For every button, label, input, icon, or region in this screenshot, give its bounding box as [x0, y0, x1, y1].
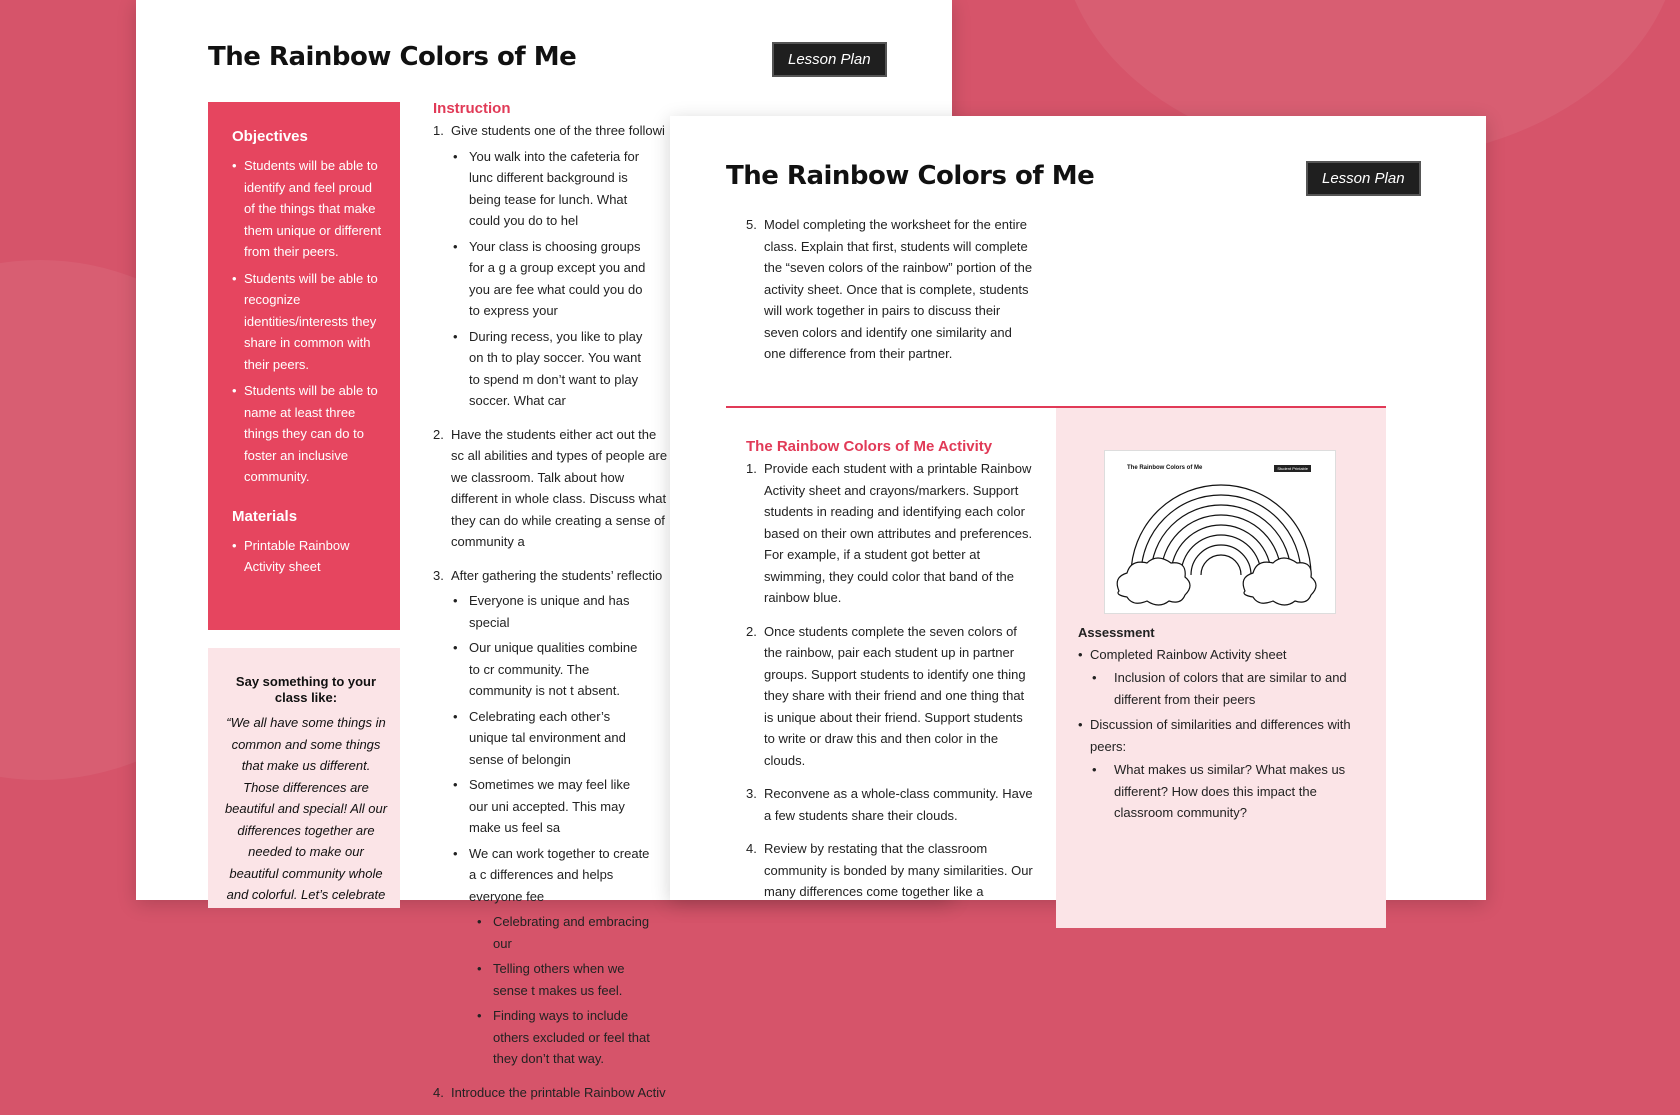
step-text: Reconvene as a whole-class community. Have a few students share their clouds.: [764, 786, 1033, 823]
rainbow-illustration: [1105, 451, 1337, 615]
materials-heading: Materials: [232, 507, 298, 525]
sub-item-text: We can work together to create a c differences and helps everyone fee: [469, 845, 650, 904]
step-text: Give students one of the three followi: [451, 123, 665, 138]
thumbnail-badge: Student Printable: [1274, 465, 1311, 472]
sub-item: • Everyone is unique and has special: [451, 590, 651, 633]
sub-sub-item: • Telling others when we sense t makes us feel.: [475, 958, 653, 1001]
step-text: Once students complete the seven colors of the rainbow, pair each student up in partner groups. Support students to identify one thing they share with their friend and one thing that is unique about their friend. Support students to write or draw this and then color in the clouds.: [764, 623, 1026, 768]
step-number: 3.: [746, 786, 757, 801]
objectives-sidebar: [208, 102, 400, 630]
thumbnail-title: The Rainbow Colors of Me: [1127, 465, 1203, 471]
worksheet-thumbnail: [1104, 450, 1336, 614]
activity-heading: The Rainbow Colors of Me Activity: [746, 438, 993, 455]
assessment-heading: Assessment: [1078, 625, 1155, 640]
assessment-item-text: Completed Rainbow Activity sheet: [1090, 646, 1287, 662]
assessment-panel: [1056, 408, 1386, 928]
step-number: 1.: [433, 123, 444, 138]
step-number: 4.: [433, 1084, 444, 1100]
sub-sub-item: • Finding ways to include others excluded or feel that they don’t that way.: [475, 1005, 653, 1070]
step-number: 2.: [746, 623, 757, 639]
assessment-sublist: [1090, 759, 1368, 824]
sub-item: • Celebrating each other’s unique tal environment and sense of belongin: [451, 706, 651, 771]
say-heading: Say something to your class like:: [235, 674, 377, 705]
sub-item: [451, 843, 651, 1070]
objective-item: • Students will be able to recognize identities/interests they share in common with their peers.: [232, 268, 386, 376]
objectives-heading: Objectives: [232, 128, 308, 145]
assessment-list: [1078, 644, 1368, 824]
lesson-plan-badge: Lesson Plan: [772, 42, 887, 77]
step-text: Introduce the printable Rainbow Activ: [451, 1084, 666, 1100]
assessment-section: [1078, 622, 1368, 828]
sub-item: • Your class is choosing groups for a g a group except you and you are fee what could you do to express your: [451, 236, 651, 322]
step-number: 2.: [433, 426, 444, 442]
lesson-plan-page-2: [670, 116, 1486, 900]
step-text: Have the students either act out the sc all abilities and types of people are we classroom. Talk about how different in whole class. Discuss what they can do while creating a sense of community a: [451, 426, 668, 549]
sub-item: • You walk into the cafeteria for lunc different background is being tease for lunch. What could you do to hel: [451, 146, 651, 232]
instruction-step: [433, 1082, 933, 1104]
step-5-list: [746, 214, 1036, 377]
activity-step: [746, 621, 1036, 772]
step-text: Review by restating that the classroom community is bonded by many similarities. Our many differences come together like a: [764, 841, 1033, 899]
step-text: Model completing the worksheet for the entire class. Explain that first, students will complete the “seven colors of the rainbow” portion of the activity sheet. Once that is complete, students will work together in pairs to discuss their seven colors and identify one similarity and one difference from their partner.: [764, 217, 1033, 361]
materials-list: [232, 535, 386, 578]
lesson-plan-badge: Lesson Plan: [1306, 161, 1421, 196]
say-quote: “We all have some things in common and some things that make us different. Those differences are beautiful and special! All our differences together are needed to make our beautiful community whole and colorful. Let’s celebrate: [224, 715, 388, 902]
instruction-step: [746, 214, 1036, 365]
activity-list: [746, 458, 1036, 915]
sub-sublist: [475, 911, 651, 1070]
material-item: • Printable Rainbow Activity sheet: [232, 535, 386, 578]
sub-sub-item: • Celebrating and embracing our: [475, 911, 653, 954]
step-text: After gathering the students’ reflectio: [451, 567, 663, 583]
activity-step: [746, 783, 1036, 826]
objective-item: • Students will be able to identify and feel proud of the things that make them unique or different from their peers.: [232, 155, 386, 263]
step-number: 1.: [746, 461, 757, 476]
assessment-item-text: Discussion of similarities and differences with peers:: [1090, 717, 1351, 754]
step-number: 5.: [746, 217, 757, 232]
activity-step: [746, 458, 1036, 609]
assessment-item: [1078, 644, 1368, 711]
step-number: 4.: [746, 841, 757, 856]
say-something-box: [208, 648, 400, 908]
sub-item: • Our unique qualities combine to cr community. The community is not t absent.: [451, 637, 651, 702]
assessment-sub-item: • What makes us similar? What makes us different? How does this impact the classroom community?: [1090, 759, 1368, 824]
activity-step: [746, 838, 1036, 903]
sub-item: • Sometimes we may feel like our uni accepted. This may make us feel sa: [451, 774, 651, 839]
step-number: 3.: [433, 567, 444, 583]
page-title: The Rainbow Colors of Me: [726, 161, 1095, 191]
sub-item: • During recess, you like to play on th to play soccer. You want to spend m don’t want to play soccer. What car: [451, 326, 651, 412]
assessment-sublist: [1090, 667, 1368, 710]
page-title: The Rainbow Colors of Me: [208, 42, 577, 72]
objective-item: • Students will be able to name at least three things they can do to foster an inclusive community.: [232, 380, 386, 488]
step-text: Provide each student with a printable Rainbow Activity sheet and crayons/markers. Support students in reading and identifying each color based on their own attributes and preferences. For example, if a student got better at swimming, they could color that band of the rainbow blue.: [764, 461, 1033, 605]
objectives-list: [232, 155, 386, 488]
instruction-heading: Instruction: [433, 100, 511, 117]
assessment-item: [1078, 714, 1368, 824]
assessment-sub-item: • Inclusion of colors that are similar to and different from their peers: [1090, 667, 1368, 710]
